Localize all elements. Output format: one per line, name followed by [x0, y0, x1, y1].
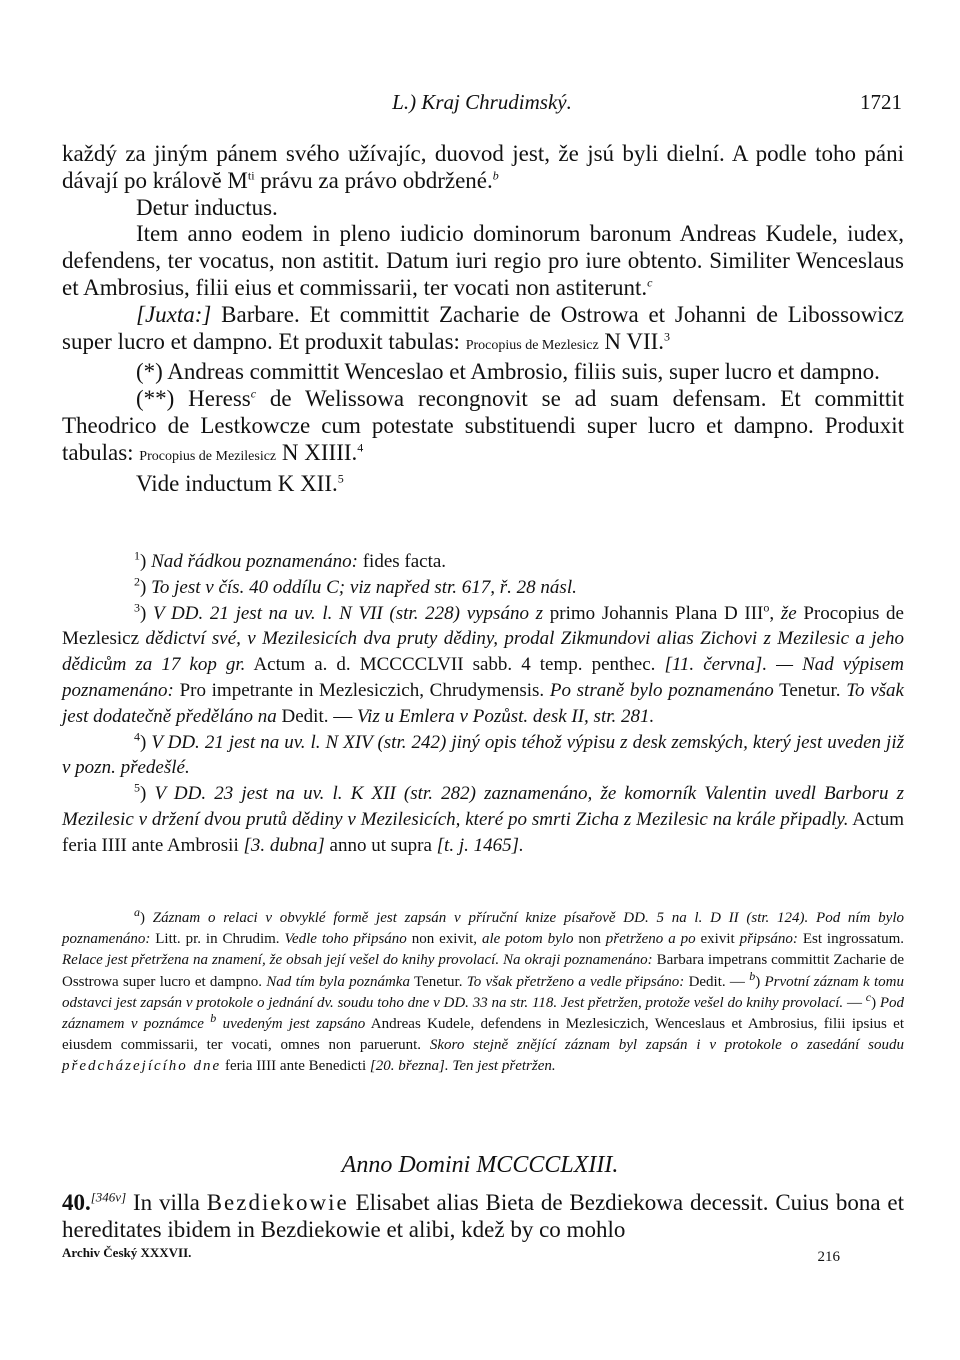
footnote-ref-4: 4 [357, 440, 364, 455]
series-title: Archiv Český XXXVII. [62, 1245, 192, 1260]
footnote-ref-c: c [647, 275, 653, 290]
page-number: 1721 [860, 90, 902, 114]
footnote-2: $^2$) To jest v čís. 40 oddílu C; viz napřed str. 617, ř. 28 násl. [134, 574, 577, 598]
running-title: L.) Kraj Chrudimský. [392, 90, 572, 114]
footnote-3: $^3$) V DD. 21 jest na uv. l. N VII (str. 228) vypsáno z primo Johannis Plana D III$^o$, že Procopius de Mezlesicz dědictví své, v Mezilesicích dva pruty dědiny, prodal Zikmundovi alias Zichovi z Mezilesic a jeho dědicům za 17 kop gr. Actum a. d. MCCCCLVII sabb. 4 temp. penthec. [11. června]. — Nad výpisem poznamenáno: Pro impetrante in Mezlesiczich, Chrudymensis. Po straně bylo poznamenáno Tenetur. To však jest dodatečně předěláno na Dedit. — Viz u Emlera v Pozůst. desk II, str. 281. [62, 600, 904, 727]
footnote-1: $^1$) Nad řádkou poznamenáno: fides facta. [134, 548, 447, 572]
folio-reference: [346v] [90, 1189, 127, 1205]
paragraph-5: (*) Andreas committit Wenceslao et Ambrosio, filiis suis, super lucro et dampno. [136, 359, 880, 385]
footnote-ref-5: 5 [337, 470, 344, 485]
footnote-ref-b: b [492, 168, 499, 183]
numbered-footnotes [62, 549, 904, 859]
page-header [62, 90, 902, 120]
footnote-4: $^4$) V DD. 21 jest na uv. l. N XIV (str. 242) jiný opis téhož výpisu z desk zemských, který jest uveden již v pozn. předešlé. [62, 729, 904, 779]
entry-40: 40.[346v] In villa Bezdiekowie Elisabet alias Bieta de Bezdiekowa decessit. Cuius bona et hereditates ibidem in Bezdiekowie et alibi, kdež by co mohlo [62, 1189, 904, 1242]
page-footer [62, 1245, 902, 1269]
footnote-a: $^a$) Záznam o relaci v obvyklé formě jest zapsán v příruční knize písařově DD. 5 na l. D II (str. 124). Pod ním bylo poznamenáno: Litt. pr. in Chrudim. Vedle toho připsáno non exivit, ale potom bylo non přetrženo a po exivit připsáno: Est ingrossatum. Relace jest přetržena na znamení, že obsah její vešel do knihy provolací. Na okraji poznamenáno: Barbara impetrans committit Zacharie de Osstrowa super lucro et dampno. Nad tím byla poznámka Tenetur. To však přetrženo a vedle připsáno: Dedit. — $^b$) Prvotní záznam k tomu odstavci jest zapsán v protokole o jednání dv. soudu toho dne v DD. 33 na str. 118. Jest přetržen, protože vešel do knihy provolací. — $^c$) Pod záznamem v poznámce $^b$ uvedeným jest zapsáno Andreas Kudele, defendens in Mezlesiczich, Wenceslaus et Ambrosius, filii ipsius et eiusdem commissarii, ter vocati, omnes non paruerunt. Skoro stejně znějící záznam byl zapsán i v protokole o zasedání soudu předcházejícího dne feria IIII ante Benedicti [20. března]. Ten jest přetržen. [62, 905, 905, 1075]
paragraph-1: každý za jiným pánem svého užívajíc, duovod jest, že jsú byli dielní. A podle toho páni dávají po královĕ $M^{ti}$ právu za právo obdržené.$^b$ [62, 141, 904, 193]
paragraph-3: Item anno eodem in pleno iudicio dominorum baronum Andreas Kudele, iudex, defendens, ter vocatus, non astitit. Datum iuri regio pro iure obtento. Similiter Wenceslaus et Ambrosius, filii eius et commissarii, ter vocati non astiterunt.$^c$ [62, 221, 904, 300]
main-text [62, 141, 904, 497]
footnote-ref-3: 3 [664, 328, 671, 343]
paragraph-4: [Juxta:] Barbare. Et committit Zacharie de Ostrowa et Johanni de Libossowicz super lucro et dampno. Et produxit tabulas: Procopius de Mezlesicz N VII.$^3$ [62, 301, 904, 354]
sheet-signature: 216 [817, 1249, 840, 1265]
lettered-footnotes [62, 905, 905, 1078]
paragraph-7: Vide inductum K XII.$^5$ [136, 470, 344, 496]
footnote-5: $^5$) V DD. 23 jest na uv. l. K XII (str. 282) zaznamenáno, že komorník Valentin uvedl Barboru z Mezilesic v držení dvou prutů dědiny v Mezilesicích, které po smrti Zicha z Mezilesic na krále připadly. Actum feria IIII ante Ambrosii [3. dubna] anno ut supra [t. j. 1465]. [62, 780, 904, 856]
section-heading: Anno Domini MCCCCLXIII. [341, 1152, 619, 1178]
paragraph-2: Detur inductus. [136, 194, 278, 220]
paragraph-6: (**) Heress$^c$ de Welissowa recongnovit se ad suam defensam. Et committit Theodrico de Lestkowcze cum potestate substituendi super lucro et dampno. Produxit tabulas: Procopius de Mezilesicz N XIIII.$^4$ [62, 386, 904, 465]
entry-number: 40. [62, 1190, 91, 1215]
